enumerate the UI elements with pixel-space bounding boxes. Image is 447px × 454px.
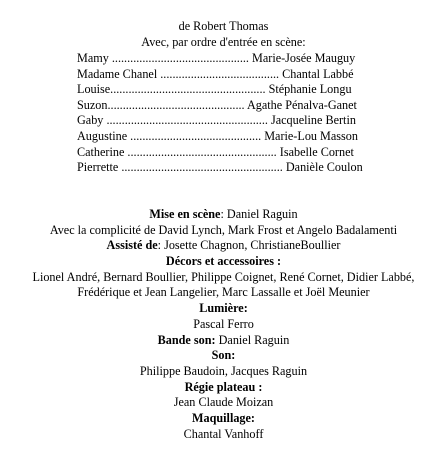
credit-assiste	[0, 238, 447, 254]
assiste-value: : Josette Chagnon, ChristianeBoullier	[157, 238, 341, 253]
mise-en-scene-label: Mise en scène	[149, 207, 221, 221]
credit-complicity: Avec la complicité de David Lynch, Mark Frost et Angelo Badalamenti	[49, 222, 398, 237]
son-value: Philippe Baudoin, Jacques Raguin	[139, 363, 308, 378]
assiste-label: Assisté de	[106, 238, 158, 253]
decors-line-2: Frédérique et Jean Langelier, Marc Lassalle et Joël Meunier	[77, 285, 370, 300]
decors-line-1: Lionel André, Bernard Boullier, Philippe Coignet, René Cornet, Didier Labbé,	[32, 269, 415, 284]
cast-intro: Avec, par ordre d'entrée en scène:	[141, 35, 306, 49]
son-label: Son:	[211, 348, 236, 363]
credits-block	[0, 207, 447, 442]
document-page: de Robert Thomas Avec, par ordre d'entrée en scène: Mamy ............................................. Marie-Josée Mauguy Madame Chanel ....................................... Chantal Labbé Louise................................................... Stéphanie Longu Suzon............................................. Agathe Pénalva-Ganet Gaby ..................................................... Jacqueline Bertin Augustine ........................................... Marie-Lou Masson Catherine ................................................. Isabelle Cornet Pierrette ..................................................... Danièle Coulon Mise en scène: Daniel Raguin Avec la complicité de David Lynch, Mark Frost et Angelo Badalamenti Assisté de: Josette Chagnon, ChristianeBoullier Décors et accessoires : Lionel André, Bernard Boullier, Philippe Coignet, René Cornet, Didier Labbé, Frédérique et Jean Langelier, Marc Lassalle et Joël Meunier Lumière: Pascal Ferro Bande son: Daniel Raguin Son: Philippe Baudoin, Jacques Raguin Régie plateau : Jean Claude Moizan Maquillage: Chantal Vanhoff	[0, 0, 447, 454]
lumiere-value: Pascal Ferro	[193, 316, 254, 331]
regie-label: Régie plateau :	[184, 379, 263, 394]
bande-son-label: Bande son:	[157, 332, 216, 347]
lumiere-label: Lumière:	[199, 301, 248, 316]
regie-value: Jean Claude Moizan	[173, 395, 274, 410]
credit-bande-son	[0, 333, 447, 349]
mise-en-scene-value: : Daniel Raguin	[220, 207, 298, 221]
credit-mise-en-scene	[0, 207, 447, 223]
maquillage-value: Chantal Vanhoff	[183, 426, 264, 441]
decors-label: Décors et accessoires :	[165, 254, 282, 269]
author-line: de Robert Thomas	[178, 19, 269, 33]
maquillage-label: Maquillage:	[192, 410, 255, 425]
bande-son-value: Daniel Raguin	[215, 332, 290, 347]
